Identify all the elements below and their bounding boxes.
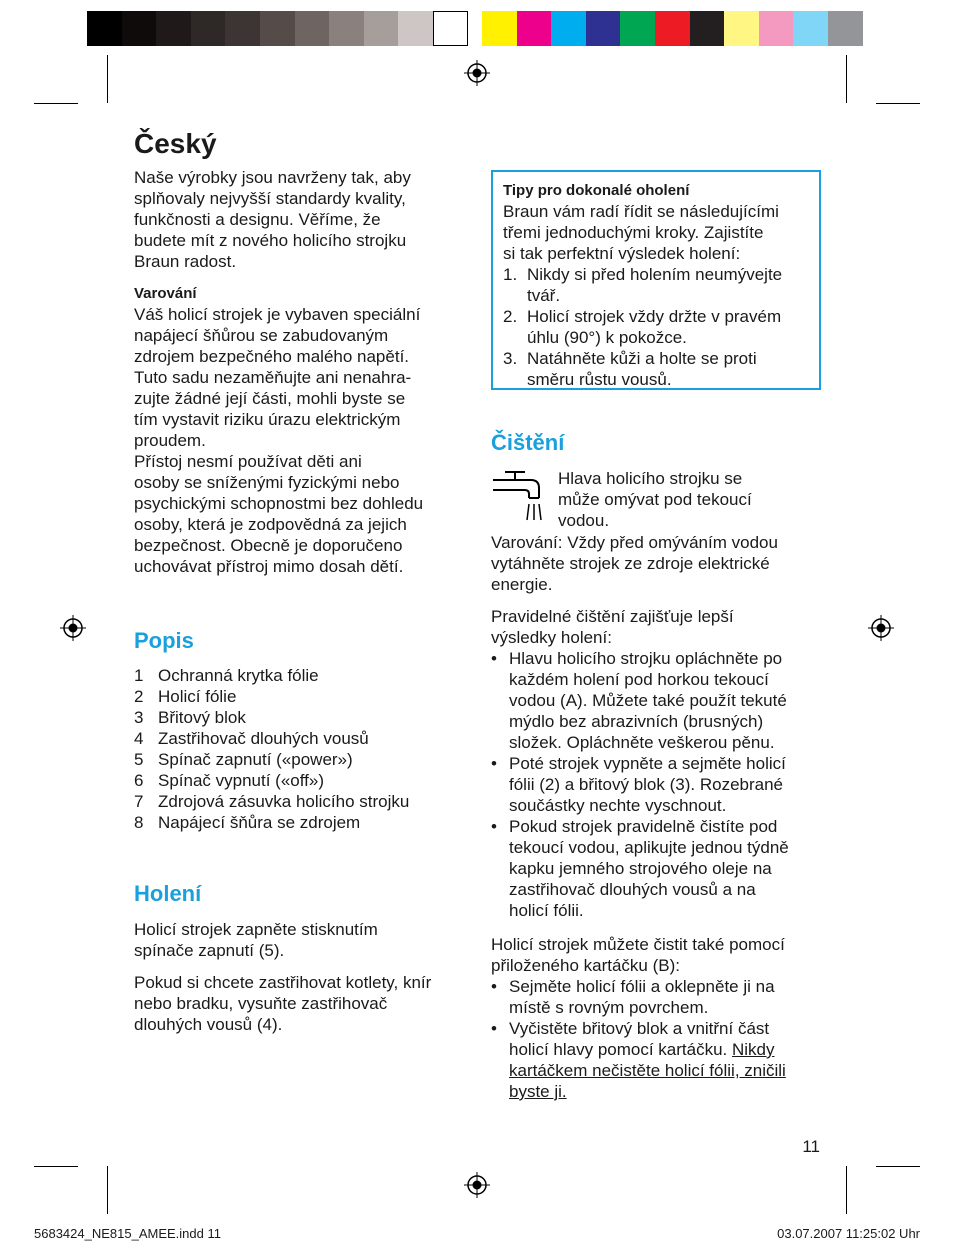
text-line: každém holení pod horkou tekoucí — [509, 670, 769, 689]
text-line: tvář. — [527, 286, 561, 305]
color-swatch — [655, 11, 690, 46]
brush-cleaning — [491, 934, 821, 1102]
registration-mark-icon — [464, 60, 490, 86]
crop-mark — [846, 55, 847, 103]
list-item — [491, 816, 821, 921]
intro-line: splňovaly nejvyšší standardy kvality, — [134, 189, 406, 208]
warning-line: napájecí šňůrou se zabudovaným — [134, 326, 389, 345]
registration-mark-icon — [60, 615, 86, 641]
text-line: Nikdy si před holením neumývejte — [527, 265, 783, 284]
list-item — [134, 686, 474, 707]
footer-file-info: 5683424_NE815_AMEE.indd 11 — [34, 1226, 221, 1241]
text-line: Holicí strojek můžete čistit také pomocí — [491, 935, 785, 954]
gray-swatch — [260, 11, 295, 46]
underlined-text: Nikdy — [731, 1040, 775, 1059]
list-item — [491, 753, 821, 816]
color-swatch — [482, 11, 517, 46]
text-line: Pokud si chcete zastřihovat kotlety, knír — [134, 973, 432, 992]
list-item — [134, 770, 474, 791]
text-line: přiloženého kartáčku (B): — [491, 956, 680, 975]
text-line: holicí fólii. — [509, 901, 584, 920]
text-line: místě s rovným povrchem. — [509, 998, 709, 1017]
text-line — [509, 1039, 821, 1060]
text-line: zastřihovač dlouhých vousů a na — [509, 880, 756, 899]
gray-swatch — [122, 11, 157, 46]
gray-swatch — [364, 11, 399, 46]
warning-line: zujte žádné její části, mohli byste se — [134, 389, 406, 408]
popis-heading: Popis — [134, 628, 194, 653]
list-item — [134, 707, 474, 728]
underlined-text: kartáčkem nečistěte holicí fólii, zničili — [509, 1061, 786, 1080]
color-swatch — [517, 11, 552, 46]
list-item — [503, 264, 809, 306]
color-swatch — [551, 11, 586, 46]
item-number: 2 — [134, 687, 144, 706]
item-text: Zastřihovač dlouhých vousů — [158, 729, 369, 748]
text-line: energie. — [491, 575, 553, 594]
text-line: • Pokud strojek pravidelně čistíte pod — [509, 817, 778, 836]
registration-mark-icon — [868, 615, 894, 641]
text-line: Varování: Vždy před omýváním vodou — [491, 533, 778, 552]
color-swatch — [828, 11, 863, 46]
text-line: tekoucí vodou, aplikujte jednou týdně — [509, 838, 789, 857]
text-line: • Vyčistěte břitový blok a vnitřní část — [509, 1019, 770, 1038]
text-line: kapku jemného strojového oleje na — [509, 859, 772, 878]
list-item — [134, 749, 474, 770]
color-swatch — [759, 11, 794, 46]
warning-section — [134, 283, 474, 577]
cleaning-list — [491, 648, 821, 921]
parts-list — [134, 665, 474, 833]
item-number: 1. — [503, 265, 518, 284]
warning-line: Tuto sadu nezaměňujte ani nenahra- — [134, 368, 412, 387]
text-line: • Hlavu holicího strojku opláchněte po — [509, 649, 783, 668]
color-swatch — [690, 11, 725, 46]
warning-line: osoby se sníženými fyzickými nebo — [134, 473, 400, 492]
intro-paragraph — [134, 167, 474, 272]
text-line: složek. Opláchněte veškerou pěnu. — [509, 733, 775, 752]
item-number: 7 — [134, 792, 144, 811]
text-line: třemi jednoduchými kroky. Zajistíte — [503, 223, 764, 242]
item-text: Zdrojová zásuvka holicího strojku — [158, 792, 410, 811]
list-item — [491, 976, 821, 1018]
text-line: může omývat pod tekoucí — [558, 490, 752, 509]
regular-cleaning — [491, 606, 821, 921]
item-number: 2. — [503, 307, 518, 326]
brush-list — [491, 976, 821, 1102]
list-item — [503, 348, 809, 390]
crop-mark — [876, 103, 920, 104]
text-line: směru růstu vousů. — [527, 370, 672, 389]
warning-line: proudem. — [134, 431, 206, 450]
faucet-icon — [491, 468, 547, 524]
text-line: vodou. — [558, 511, 610, 530]
gray-swatch — [329, 11, 364, 46]
color-swatch — [586, 11, 621, 46]
text-line: si tak perfektní výsledek holení: — [503, 244, 741, 263]
warning-line: uchovávat přístroj mimo dosah dětí. — [134, 557, 404, 576]
underlined-text: byste ji. — [509, 1082, 567, 1101]
item-text: Spínač vypnutí («off») — [158, 771, 325, 790]
text-line: Pravidelné čištění zajišťuje lepší — [491, 607, 734, 626]
tips-list — [503, 264, 809, 390]
warning-line: Váš holicí strojek je vybaven speciální — [134, 305, 421, 324]
text-span: holicí hlavy pomocí kartáčku. — [509, 1040, 732, 1059]
text-line: • Poté strojek vypněte a sejměte holicí — [509, 754, 786, 773]
text-line: Holicí strojek zapněte stisknutím — [134, 920, 378, 939]
intro-line: budete mít z nového holicího strojku — [134, 231, 407, 250]
item-number: 1 — [134, 666, 144, 685]
text-line: Hlava holicího strojku se — [558, 469, 743, 488]
item-number: 6 — [134, 771, 144, 790]
page-title: Český — [134, 128, 217, 159]
item-text: Břitový blok — [158, 708, 246, 727]
color-swatch — [793, 11, 828, 46]
text-line: Holicí strojek vždy držte v pravém — [527, 307, 782, 326]
warning-line: tím vystavit riziku úrazu elektrickým — [134, 410, 401, 429]
text-line: Natáhněte kůži a holte se proti — [527, 349, 757, 368]
cisteni-warning — [491, 532, 821, 595]
crop-mark — [107, 55, 108, 103]
item-number: 5 — [134, 750, 144, 769]
color-swatch — [724, 11, 759, 46]
warning-line: osoby, která je zodpovědná za jejich — [134, 515, 407, 534]
color-swatch — [620, 11, 655, 46]
text-line: vytáhněte strojek ze zdroje elektrické — [491, 554, 770, 573]
page-number: 11 — [802, 1137, 820, 1156]
crop-mark — [107, 1166, 108, 1214]
text-line: výsledky holení: — [491, 628, 612, 647]
list-item — [491, 648, 821, 753]
tips-heading: Tipy pro dokonalé oholení — [503, 182, 690, 199]
gray-swatch — [156, 11, 191, 46]
crop-mark — [876, 1166, 920, 1167]
crop-mark — [34, 103, 78, 104]
item-text: Napájecí šňůra se zdrojem — [158, 813, 361, 832]
warning-line: Přístoj nesmí používat děti ani — [134, 452, 362, 471]
intro-line: Braun radost. — [134, 252, 237, 271]
text-line: vodou (A). Můžete také použít tekuté — [509, 691, 787, 710]
gray-swatch — [295, 11, 330, 46]
warning-line: bezpečnost. Obecně je doporučeno — [134, 536, 403, 555]
crop-mark — [34, 1166, 78, 1167]
item-number: 3 — [134, 708, 144, 727]
text-line: Braun vám radí řídit se následujícími — [503, 202, 779, 221]
item-text: Holicí fólie — [158, 687, 237, 706]
registration-mark-icon — [464, 1172, 490, 1198]
text-line: • Sejměte holicí fólii a oklepněte ji na — [509, 977, 775, 996]
gray-swatch — [225, 11, 260, 46]
warning-heading: Varování — [134, 285, 197, 302]
list-item — [134, 791, 474, 812]
intro-line: Naše výrobky jsou navrženy tak, aby — [134, 168, 411, 187]
text-line: mýdlo bez abrazivních (brusných) — [509, 712, 764, 731]
item-text: Ochranná krytka fólie — [158, 666, 319, 685]
gray-swatch — [87, 11, 122, 46]
list-item — [503, 306, 809, 348]
text-line: dlouhých vousů (4). — [134, 1015, 283, 1034]
gray-swatch — [191, 11, 226, 46]
crop-mark — [846, 1166, 847, 1214]
gray-swatch — [433, 11, 468, 46]
cisteni-heading: Čištění — [491, 430, 565, 455]
intro-line: funkčnosti a designu. Věříme, že — [134, 210, 381, 229]
item-number: 4 — [134, 729, 144, 748]
warning-line: zdrojem bezpečného malého napětí. — [134, 347, 410, 366]
list-item — [134, 812, 474, 833]
faucet-note — [558, 468, 818, 531]
text-line: fólii (2) a břitový blok (3). Rozebrané — [509, 775, 784, 794]
gray-swatch — [398, 11, 433, 46]
item-number: 3. — [503, 349, 518, 368]
text-line: součástky nechte vyschnout. — [509, 796, 727, 815]
holeni-paragraph — [134, 972, 474, 1035]
item-number: 8 — [134, 813, 144, 832]
tips-box — [491, 170, 821, 390]
footer-timestamp: 03.07.2007 11:25:02 Uhr — [777, 1226, 920, 1241]
item-text: Spínač zapnutí («power») — [158, 750, 353, 769]
list-item — [491, 1018, 821, 1102]
text-line: úhlu (90°) k pokožce. — [527, 328, 687, 347]
list-item — [134, 665, 474, 686]
holeni-paragraph — [134, 919, 474, 961]
warning-line: psychickými schopnostmi bez dohledu — [134, 494, 424, 513]
text-line: spínače zapnutí (5). — [134, 941, 285, 960]
holeni-heading: Holení — [134, 881, 202, 906]
list-item — [134, 728, 474, 749]
text-line: nebo bradku, vysuňte zastřihovač — [134, 994, 388, 1013]
